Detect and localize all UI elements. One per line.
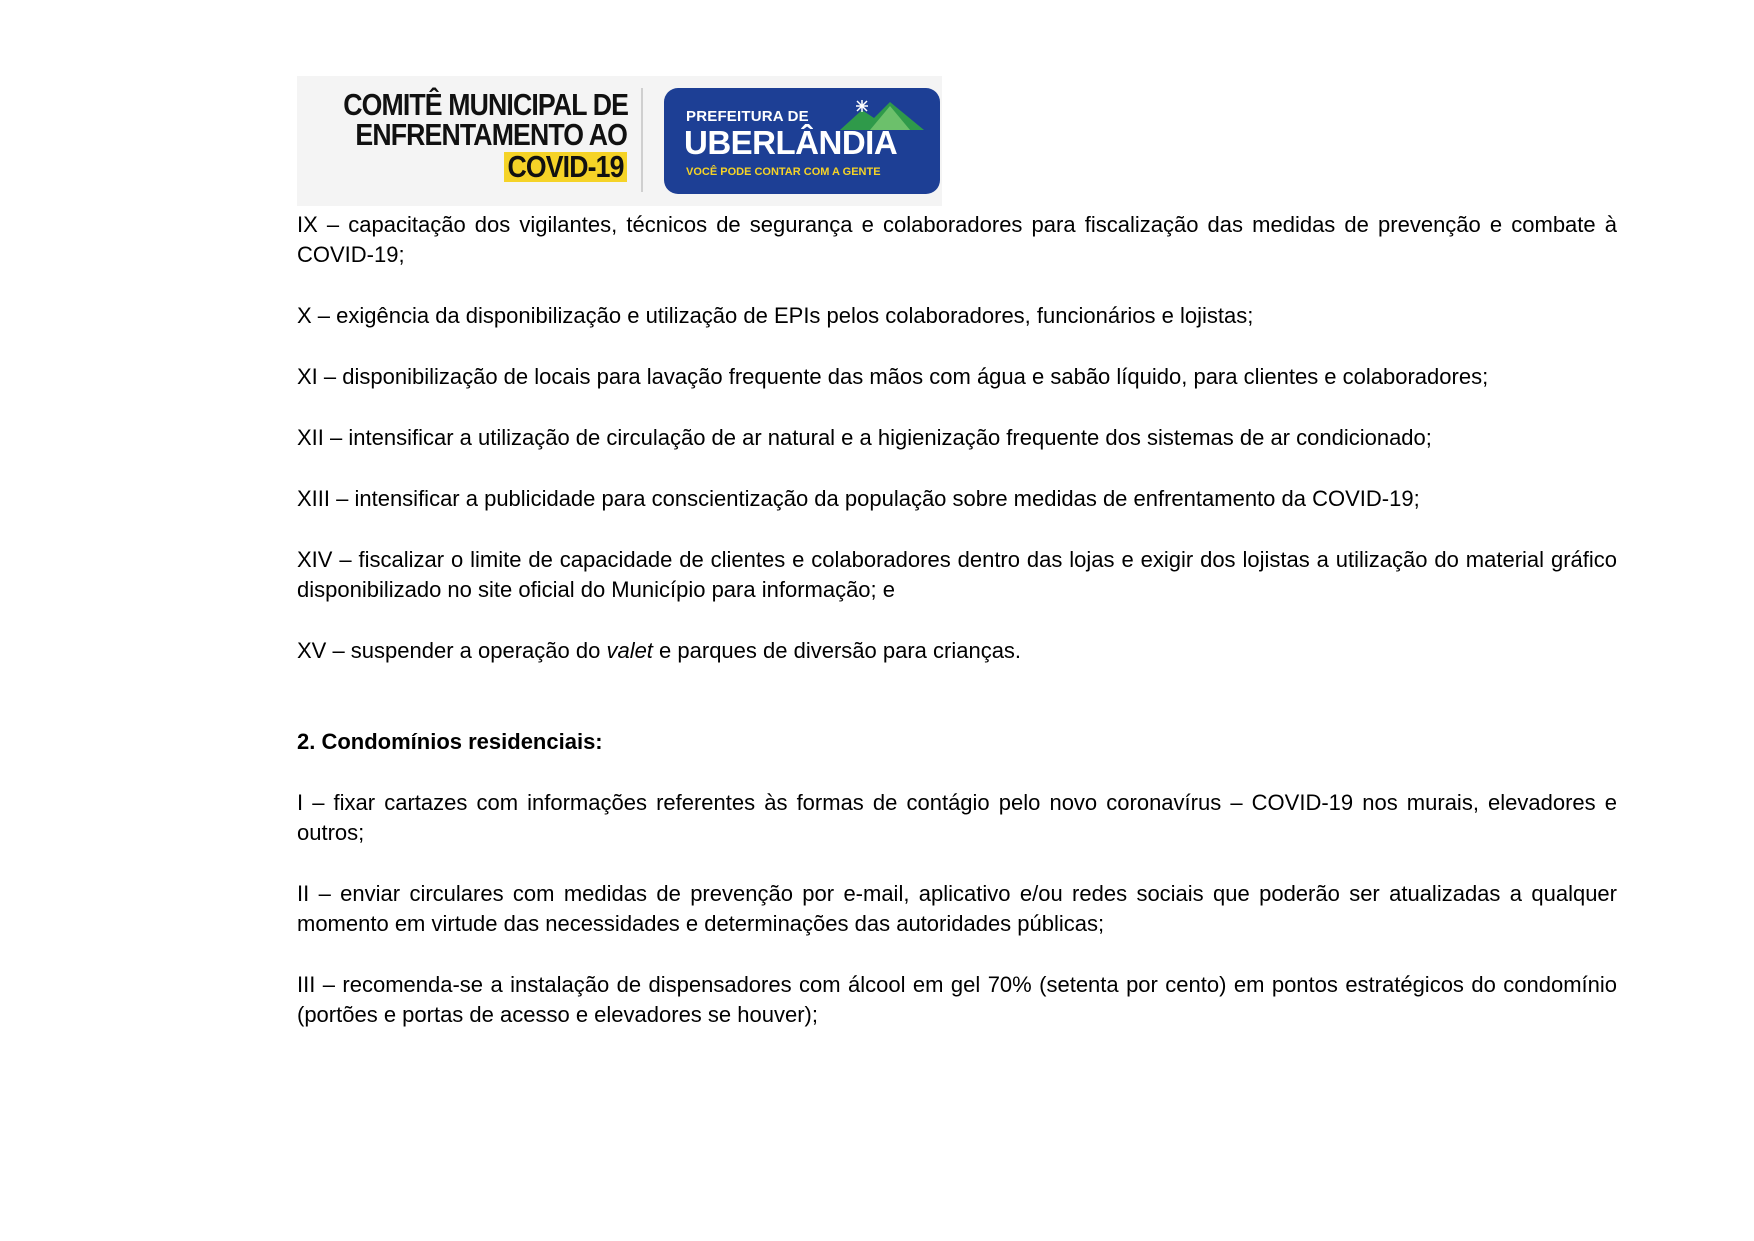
- committee-logo: [343, 87, 629, 184]
- banner-divider: [641, 88, 643, 192]
- item-xi: XI – disponibilização de locais para lavação frequente das mãos com água e sabão líquido, para clientes e colaboradores;: [297, 364, 1489, 389]
- document-page: [297, 76, 1617, 1061]
- item-xiv: XIV – fiscalizar o limite de capacidade de clientes e colaboradores dentro das lojas e exigir dos lojistas a utilização do material gráfico disponibilizado no site oficial do Município para informação; e: [297, 547, 1617, 602]
- item-ix: IX – capacitação dos vigilantes, técnicos de segurança e colaboradores para fiscalização das medidas de prevenção e combate à COVID-19;: [297, 212, 1617, 267]
- prefeitura-logo: [664, 88, 940, 194]
- item-xii: XII – intensificar a utilização de circulação de ar natural e a higienização frequente dos sistemas de ar condicionado;: [297, 425, 1432, 450]
- item-x: X – exigência da disponibilização e utilização de EPIs pelos colaboradores, funcionários e lojistas;: [297, 303, 1254, 328]
- item-xv-suffix: e parques de diversão para crianças.: [652, 638, 1022, 663]
- item-xiii: XIII – intensificar a publicidade para conscientização da população sobre medidas de enfrentamento da COVID-19;: [297, 486, 1420, 511]
- item-xv-prefix: XV – suspender a operação do: [297, 638, 607, 663]
- section2-item-i: I – fixar cartazes com informações referentes às formas de contágio pelo novo coronavírus – COVID-19 nos murais, elevadores e outros;: [297, 790, 1617, 845]
- prefeitura-slogan: VOCÊ PODE CONTAR COM A GENTE: [686, 166, 881, 178]
- item-xv-emphasis: valet: [606, 638, 653, 663]
- header-banner: [297, 76, 942, 206]
- committee-line2: ENFRENTAMENTO AO: [355, 117, 627, 152]
- section2-item-iii: III – recomenda-se a instalação de dispensadores com álcool em gel 70% (setenta por cento) em pontos estratégicos do condomínio (portões e portas de acesso e elevadores se houver);: [297, 972, 1617, 1027]
- section2-item-ii: II – enviar circulares com medidas de prevenção por e-mail, aplicativo e/ou redes sociais que poderão ser atualizadas a qualquer momento em virtude das necessidades e determinações das autoridades públicas;: [297, 881, 1617, 936]
- committee-line1: COMITÊ MUNICIPAL DE: [343, 87, 629, 122]
- prefeitura-city: UBERLÂNDIA: [684, 124, 898, 161]
- section-title: 2. Condomínios residenciais:: [297, 729, 603, 754]
- covid-tag: COVID-19: [504, 152, 627, 182]
- prefeitura-label: PREFEITURA DE: [686, 108, 809, 125]
- item-xv: [297, 636, 1617, 666]
